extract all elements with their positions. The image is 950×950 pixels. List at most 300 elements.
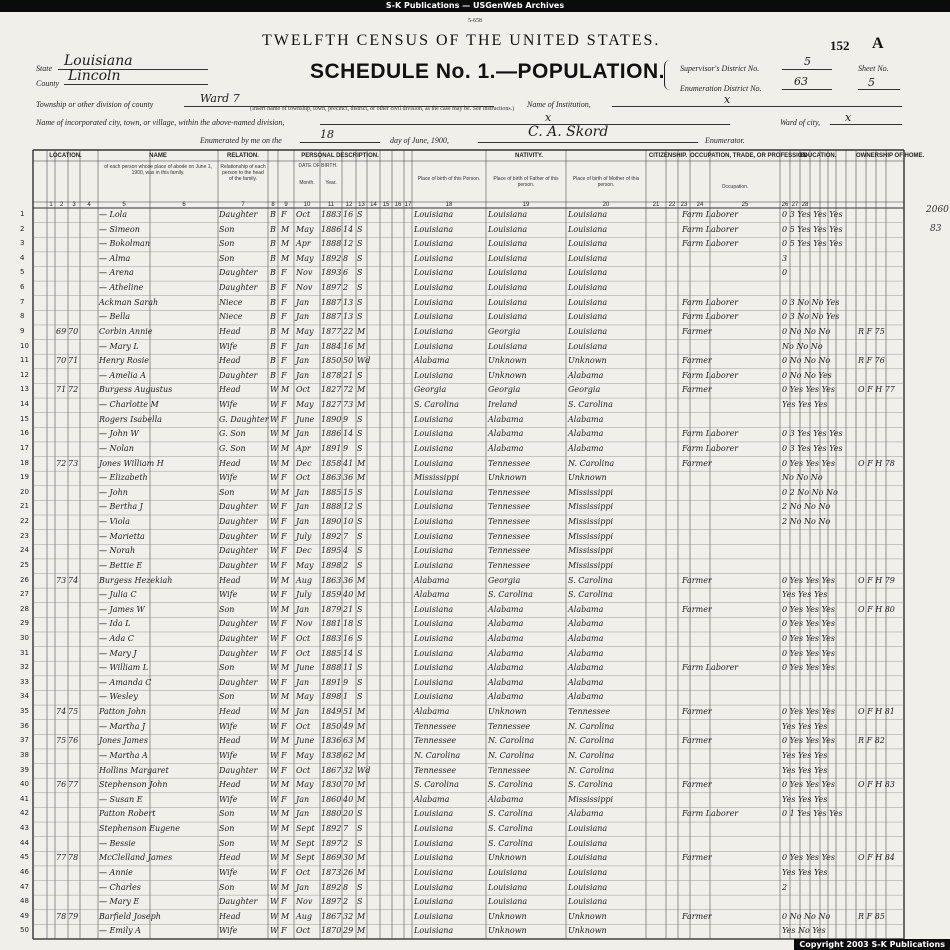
cell-dw: 73	[56, 575, 67, 585]
county-value: Lincoln	[68, 68, 121, 84]
cell-race: W	[270, 604, 279, 614]
cell-fbp: Alabama	[488, 443, 524, 453]
cell-name: — Bella	[99, 312, 131, 322]
cell-race: W	[270, 911, 279, 921]
cell-yr: 1880	[321, 809, 342, 819]
column-number: 4	[87, 202, 91, 208]
cell-bp: Louisiana	[414, 926, 454, 936]
cell-edu: Yes Yes Yes	[782, 794, 828, 804]
cell-bp: Alabama	[414, 794, 450, 804]
cell-age: 22	[343, 326, 354, 336]
cell-occ: Farm Laborer	[682, 663, 739, 673]
county-label: County	[36, 79, 60, 88]
cell-fbp: Tennessee	[488, 502, 531, 512]
cell-occ: Farmer	[682, 356, 712, 366]
cell-race: W	[270, 721, 279, 731]
cell-edu: 0 Yes Yes Yes	[782, 648, 835, 658]
cell-bp: Alabama	[414, 707, 450, 717]
cell-name: — Martha A	[99, 750, 148, 760]
cell-fbp: Louisiana	[488, 341, 528, 351]
supervisor-label: Supervisor's District No.	[680, 64, 760, 73]
column-number: 13	[358, 202, 365, 208]
cell-rel: Son	[219, 663, 235, 673]
cell-edu: 0 Yes Yes Yes	[782, 707, 835, 717]
cell-rel: Wife	[219, 867, 238, 877]
cell-bp: Louisiana	[414, 604, 454, 614]
cell-sex: M	[281, 663, 290, 673]
enumerator-label: Enumerator.	[705, 136, 745, 145]
birthplace-father-header: Place of birth of Father of this person.	[493, 176, 559, 188]
cell-edu: 0 Yes Yes Yes	[782, 575, 835, 585]
cell-bp: Mississippi	[414, 473, 460, 483]
cell-fbp: Georgia	[488, 326, 521, 336]
cell-mo: Jan	[296, 794, 310, 804]
row-number: 47	[20, 882, 29, 891]
column-number: 24	[696, 202, 704, 208]
cell-fbp: Alabama	[488, 604, 524, 614]
cell-mo: May	[296, 560, 314, 570]
row-number: 48	[20, 897, 29, 906]
enumeration-value: 63	[794, 75, 808, 88]
cell-bp: Louisiana	[414, 210, 454, 219]
cell-dw: 77	[56, 853, 67, 863]
cell-fbp: S. Carolina	[488, 838, 533, 848]
cell-ms: S	[357, 370, 363, 380]
cell-fbp: Unknown	[488, 356, 527, 366]
cell-ms: M	[357, 575, 366, 585]
row-number: 26	[20, 575, 29, 584]
cell-fbp: Louisiana	[488, 897, 528, 907]
cell-edu: 0 Yes Yes Yes	[782, 385, 835, 395]
cell-name: — Julia C	[99, 590, 137, 600]
cell-yr: 1885	[321, 648, 342, 658]
cell-mo: Oct	[296, 867, 311, 877]
cell-fbp: Alabama	[488, 429, 524, 439]
cell-age: 62	[343, 750, 354, 760]
cell-yr: 1890	[321, 414, 342, 424]
cell-fbp: Louisiana	[488, 297, 528, 307]
cell-ms: S	[357, 677, 363, 687]
cell-name: — Norah	[99, 546, 136, 556]
cell-fbp: Louisiana	[488, 283, 528, 293]
cell-fam: 76	[68, 736, 79, 746]
row-number: 11	[20, 356, 29, 365]
cell-yr: 1886	[321, 224, 342, 234]
cell-rel: Head	[219, 458, 241, 468]
cell-name: — Alma	[99, 253, 131, 263]
cell-yr: 1860	[321, 794, 342, 804]
cell-race: B	[270, 268, 276, 278]
cell-yr: 1887	[321, 312, 342, 322]
cell-rel: Daughter	[219, 633, 258, 643]
column-number: 14	[370, 202, 377, 208]
cell-yr: 1888	[321, 239, 342, 249]
cell-own: O F H 83	[858, 780, 895, 790]
column-group-header: PERSONAL DESCRIPTION.	[301, 153, 379, 159]
cell-ms: M	[357, 721, 366, 731]
state-label: State	[36, 64, 52, 73]
cell-bp: Louisiana	[414, 633, 454, 643]
column-number: 25	[741, 202, 749, 208]
column-number: 27	[791, 202, 799, 208]
cell-age: 16	[343, 210, 354, 219]
cell-yr: 1867	[321, 911, 342, 921]
cell-ms: M	[357, 326, 366, 336]
cell-age: 9	[343, 443, 349, 453]
cell-yr: 1849	[321, 707, 342, 717]
cell-mbp: Alabama	[568, 370, 604, 380]
cell-dw: 69	[56, 326, 67, 336]
row-number: 39	[20, 765, 29, 774]
column-number: 21	[652, 202, 660, 208]
cell-bp: Louisiana	[414, 648, 454, 658]
cell-mo: Jan	[296, 677, 310, 687]
cell-rel: Daughter	[219, 546, 258, 556]
cell-rel: Head	[219, 707, 241, 717]
column-number: 1	[49, 202, 53, 208]
column-group-header: CITIZENSHIP.	[648, 153, 688, 159]
cell-sex: F	[281, 546, 287, 556]
cell-sex: M	[281, 824, 290, 834]
row-number: 31	[20, 648, 29, 657]
cell-mo: Nov	[296, 283, 313, 293]
cell-edu: 0 Yes Yes Yes	[782, 853, 835, 863]
cell-mbp: Alabama	[568, 443, 604, 453]
row-number: 15	[20, 414, 29, 423]
cell-fam: 73	[68, 458, 79, 468]
cell-name: — Mary E	[99, 897, 140, 907]
row-number: 44	[20, 838, 29, 847]
cell-dw: 70	[56, 356, 67, 366]
cell-mbp: S. Carolina	[568, 780, 613, 790]
cell-mo: Jan	[296, 604, 310, 614]
cell-age: 4	[343, 546, 349, 556]
column-group-header: RELATION.	[227, 153, 259, 159]
cell-mo: May	[296, 780, 314, 790]
cell-mo: Jan	[296, 517, 310, 527]
cell-yr: 1869	[321, 853, 342, 863]
cell-age: 32	[343, 765, 354, 775]
cell-mbp: Louisiana	[568, 268, 608, 278]
row-number: 13	[20, 385, 29, 394]
cell-mo: Oct	[296, 926, 311, 936]
cell-age: 30	[343, 853, 354, 863]
cell-age: 72	[343, 385, 354, 395]
cell-mo: July	[296, 531, 312, 541]
cell-bp: Louisiana	[414, 239, 454, 249]
row-number: 35	[20, 707, 29, 716]
cell-yr: 1879	[321, 604, 342, 614]
cell-name: Corbin Annie	[99, 326, 153, 336]
cell-bp: Tennessee	[414, 765, 457, 775]
row-number: 28	[20, 604, 29, 613]
cell-edu: 0 Yes Yes Yes	[782, 619, 835, 629]
cell-race: B	[270, 370, 276, 380]
cell-yr: 1887	[321, 297, 342, 307]
cell-edu: 2 No No No	[782, 517, 831, 527]
cell-edu: 2 No No No	[782, 502, 831, 512]
cell-mo: Apr	[296, 239, 311, 249]
cell-rel: Daughter	[219, 283, 258, 293]
cell-mo: Aug	[296, 911, 313, 921]
cell-mo: May	[296, 692, 314, 702]
row-number: 21	[20, 502, 29, 511]
row-number: 14	[20, 400, 29, 409]
cell-name: Hollins Margaret	[99, 765, 169, 775]
cell-edu: 0 5 Yes Yes Yes	[782, 239, 843, 249]
cell-fbp: Alabama	[488, 794, 524, 804]
cell-rel: Son	[219, 824, 235, 834]
row-number: 20	[20, 487, 29, 496]
cell-yr: 1891	[321, 677, 342, 687]
cell-rel: Head	[219, 853, 241, 863]
cell-rel: Daughter	[219, 897, 258, 907]
cell-age: 14	[343, 429, 354, 439]
cell-name: — John W	[99, 429, 139, 439]
cell-mbp: Louisiana	[568, 326, 608, 336]
cell-yr: 1850	[321, 721, 342, 731]
cell-fam: 79	[68, 911, 79, 921]
cell-edu: 0 No No Yes	[782, 370, 832, 380]
cell-yr: 1892	[321, 253, 342, 263]
cell-mo: May	[296, 326, 314, 336]
cell-age: 41	[343, 458, 354, 468]
cell-rel: Son	[219, 838, 235, 848]
cell-ms: S	[357, 619, 363, 629]
cell-own: R F 75	[858, 326, 885, 336]
cell-bp: N. Carolina	[414, 750, 461, 760]
cell-rel: Daughter	[219, 677, 258, 687]
cell-sex: M	[281, 853, 290, 863]
cell-bp: Louisiana	[414, 458, 454, 468]
cell-rel: Head	[219, 385, 241, 395]
cell-mo: Jan	[296, 882, 310, 892]
cell-age: 2	[343, 283, 349, 293]
cell-occ: Farm Laborer	[682, 210, 739, 219]
cell-ms: S	[357, 546, 363, 556]
cell-name: Patton John	[99, 707, 147, 717]
cell-race: W	[270, 414, 279, 424]
cell-mo: Oct	[296, 765, 311, 775]
cell-edu: 0 No No No	[782, 326, 831, 336]
cell-ms: S	[357, 502, 363, 512]
cell-ms: M	[357, 590, 366, 600]
cell-rel: Head	[219, 356, 241, 366]
cell-dw: 71	[56, 385, 67, 395]
cell-sex: F	[281, 414, 287, 424]
cell-yr: 1836	[321, 736, 342, 746]
cell-race: W	[270, 897, 279, 907]
column-number: 28	[801, 202, 809, 208]
margin-number-2: 83	[930, 224, 942, 234]
cell-rel: Daughter	[219, 502, 258, 512]
cell-bp: Louisiana	[414, 911, 454, 921]
cell-name: Burgess Augustus	[99, 385, 173, 395]
cell-age: 40	[343, 794, 354, 804]
cell-age: 21	[343, 370, 354, 380]
cell-mbp: Louisiana	[568, 897, 608, 907]
cell-name: — Charlotte M	[99, 400, 159, 410]
cell-sex: F	[281, 341, 287, 351]
cell-ms: M	[357, 385, 366, 395]
cell-fbp: Tennessee	[488, 765, 531, 775]
cell-ms: S	[357, 239, 363, 249]
cell-bp: Louisiana	[414, 517, 454, 527]
cell-dw: 75	[56, 736, 67, 746]
cell-fbp: Louisiana	[488, 224, 528, 234]
cell-race: W	[270, 663, 279, 673]
cell-rel: Head	[219, 326, 241, 336]
day-value: 18	[320, 128, 334, 141]
cell-edu: 0 Yes Yes Yes	[782, 780, 835, 790]
cell-edu: 0 3 No No Yes	[782, 312, 840, 322]
enumeration-label: Enumeration District No.	[680, 84, 762, 93]
row-number: 30	[20, 633, 29, 642]
cell-edu: No No No	[782, 341, 823, 351]
cell-race: W	[270, 926, 279, 936]
copyright-notice: Copyright 2003 S-K Publications	[794, 939, 950, 950]
cell-mbp: Mississippi	[568, 531, 614, 541]
cell-name: — Atheline	[99, 283, 144, 293]
column-number: 15	[382, 202, 390, 208]
cell-ms: Wd	[357, 765, 371, 775]
cell-mo: Oct	[296, 721, 311, 731]
column-number: 2	[59, 202, 64, 208]
cell-race: W	[270, 385, 279, 395]
cell-age: 14	[343, 224, 354, 234]
cell-dw: 76	[56, 780, 67, 790]
cell-sex: F	[281, 867, 287, 877]
cell-mbp: Mississippi	[568, 794, 614, 804]
cell-race: W	[270, 546, 279, 556]
row-number: 43	[20, 824, 29, 833]
cell-age: 11	[343, 663, 354, 673]
row-number: 9	[20, 326, 25, 335]
sheet-value: 5	[868, 76, 875, 89]
cell-bp: Alabama	[414, 590, 450, 600]
cell-bp: Louisiana	[414, 546, 454, 556]
cell-rel: Wife	[219, 926, 238, 936]
cell-age: 2	[343, 897, 349, 907]
cell-mo: Nov	[296, 897, 313, 907]
column-group-header: EDUCATION.	[799, 153, 837, 159]
column-number: 8	[271, 202, 275, 208]
cell-rel: Niece	[219, 312, 243, 322]
occupation-header: Occupation.	[721, 184, 749, 190]
cell-mo: Jan	[296, 356, 310, 366]
row-number: 8	[20, 312, 25, 321]
cell-bp: Louisiana	[414, 867, 454, 877]
cell-sex: F	[281, 356, 287, 366]
row-number: 27	[20, 590, 29, 599]
cell-age: 14	[343, 648, 354, 658]
row-number: 34	[20, 692, 29, 701]
row-number: 18	[20, 458, 29, 467]
cell-ms: Wd	[357, 356, 371, 366]
cell-fbp: Tennessee	[488, 546, 531, 556]
cell-yr: 1897	[321, 838, 342, 848]
cell-sex: M	[281, 707, 290, 717]
cell-name: — Bettie E	[99, 560, 143, 570]
cell-name: — Mary L	[99, 341, 139, 351]
page-number: 152	[830, 38, 850, 53]
row-number: 29	[20, 619, 29, 628]
cell-race: W	[270, 692, 279, 702]
cell-mo: Sept	[296, 853, 315, 863]
cell-race: W	[270, 750, 279, 760]
cell-mo: Oct	[296, 473, 311, 483]
cell-rel: Daughter	[219, 268, 258, 278]
cell-mo: Jan	[296, 429, 310, 439]
cell-race: B	[270, 210, 276, 219]
column-number: 22	[668, 202, 676, 208]
cell-mbp: Mississippi	[568, 487, 614, 497]
cell-name: — Amanda C	[99, 677, 152, 687]
cell-fbp: Alabama	[488, 619, 524, 629]
cell-rel: Wife	[219, 341, 238, 351]
cell-fbp: S. Carolina	[488, 809, 533, 819]
cell-name: — Ida L	[99, 619, 131, 629]
cell-edu: Yes Yes Yes	[782, 750, 828, 760]
cell-race: W	[270, 458, 279, 468]
row-number: 40	[20, 780, 29, 789]
cell-name: — Arena	[99, 268, 134, 278]
cell-mbp: Unknown	[568, 356, 607, 366]
cell-ms: S	[357, 210, 363, 219]
cell-fbp: Georgia	[488, 385, 521, 395]
column-number: 5	[122, 202, 126, 208]
cell-age: 29	[343, 926, 354, 936]
cell-name: Henry Rosie	[99, 356, 149, 366]
cell-name: — Ada C	[99, 633, 134, 643]
cell-age: 7	[343, 824, 349, 834]
row-number: 17	[20, 443, 29, 452]
cell-age: 36	[343, 575, 354, 585]
cell-race: W	[270, 824, 279, 834]
cell-ms: M	[357, 853, 366, 863]
cell-occ: Farm Laborer	[682, 370, 739, 380]
cell-occ: Farmer	[682, 385, 712, 395]
cell-name: McClelland James	[99, 853, 173, 863]
cell-edu: 0 2 No No No	[782, 487, 838, 497]
census-title: TWELFTH CENSUS OF THE UNITED STATES.	[262, 32, 661, 49]
institution-label: Name of Institution,	[527, 100, 591, 109]
cell-age: 2	[343, 838, 349, 848]
column-number: 26	[781, 202, 789, 208]
cell-age: 16	[343, 341, 354, 351]
row-number: 42	[20, 809, 29, 818]
cell-name: — John	[99, 487, 128, 497]
cell-name: Stephenson John	[99, 780, 168, 790]
margin-number: 2060	[926, 205, 949, 215]
cell-race: W	[270, 517, 279, 527]
cell-own: O F H 79	[858, 575, 895, 585]
cell-yr: 1870	[321, 926, 342, 936]
cell-mo: May	[296, 750, 314, 760]
cell-ms: S	[357, 663, 363, 673]
cell-mo: July	[296, 590, 312, 600]
row-number: 7	[20, 297, 25, 306]
cell-bp: Alabama	[414, 356, 450, 366]
sheet-label: Sheet No.	[858, 64, 889, 73]
cell-mo: Oct	[296, 210, 311, 219]
cell-fbp: Louisiana	[488, 239, 528, 249]
row-number: 32	[20, 663, 29, 672]
cell-name: — Marietta	[99, 531, 145, 541]
cell-rel: Daughter	[219, 648, 258, 658]
cell-rel: Daughter	[219, 531, 258, 541]
row-number: 33	[20, 677, 29, 686]
